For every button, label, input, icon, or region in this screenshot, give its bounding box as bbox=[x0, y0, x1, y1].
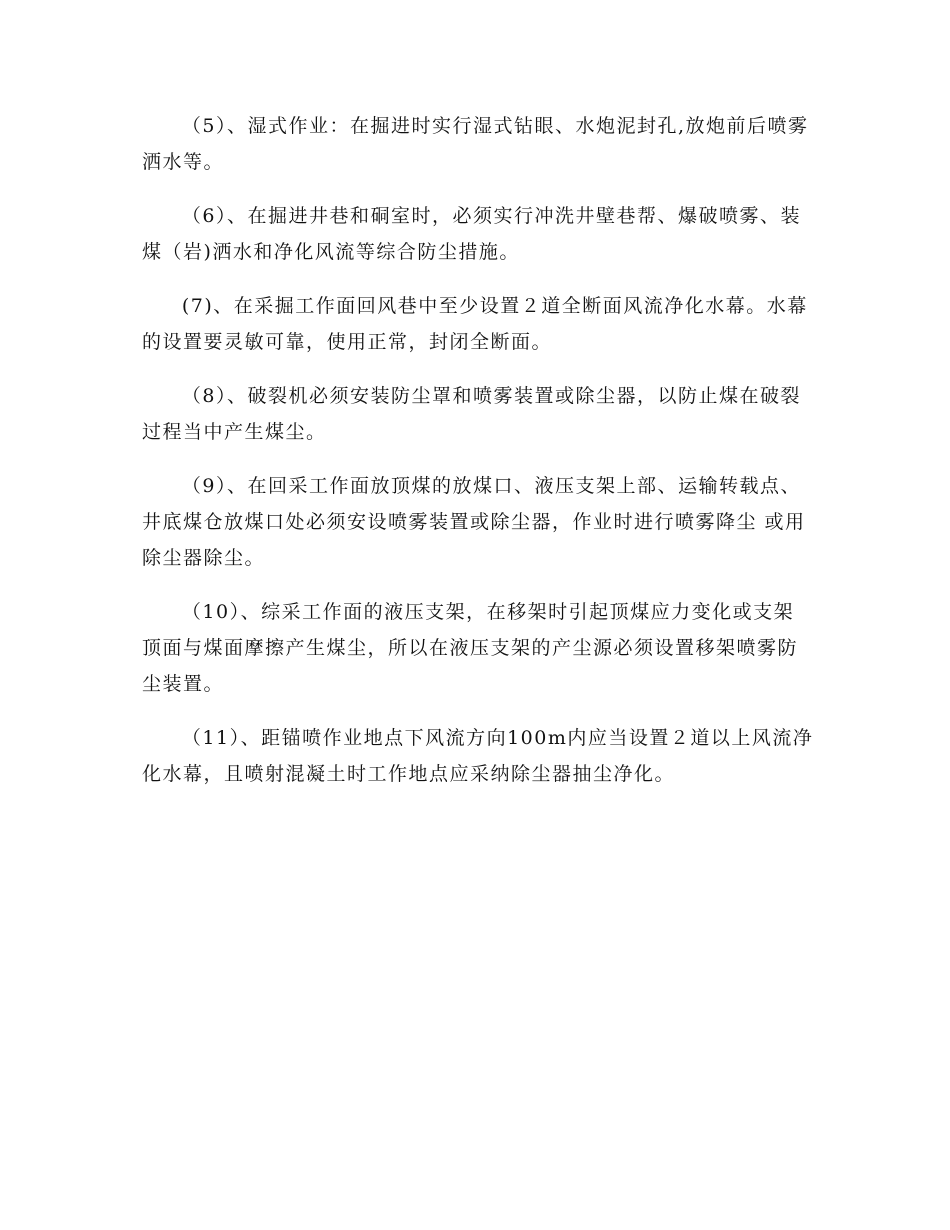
paragraph-7: (7)、在采掘工作面回风巷中至少设置２道全断面风流净化水幕。水幕的设置要灵敏可靠，使用正常，封闭全断面。 bbox=[142, 295, 808, 353]
paragraph-6: （6）、在掘进井巷和硐室时，必须实行冲洗井壁巷帮、爆破喷雾、装煤（岩)洒水和净化风流等综合防尘措施。 bbox=[142, 205, 801, 263]
paragraph-11: （11）、距锚喷作业地点下风流方向100m内应当设置２道以上风流净化水幕，且喷射混凝土时工作地点应采纳除尘器抽尘净化。 bbox=[142, 727, 814, 785]
document-body bbox=[142, 108, 814, 810]
paragraph-5: （5）、湿式作业：在掘进时实行湿式钻眼、水炮泥封孔,放炮前后喷雾洒水等。 bbox=[142, 115, 809, 173]
paragraph-8: （8）、破裂机必须安装防尘罩和喷雾装置或除尘器，以防止煤在破裂过程当中产生煤尘。 bbox=[142, 385, 801, 443]
paragraph-9: （9）、在回采工作面放顶煤的放煤口、液压支架上部、运输转载点、 井底煤仓放煤口处必须安设喷雾装置或除尘器，作业时进行喷雾降尘 或用除尘器除尘。 bbox=[142, 475, 806, 569]
paragraph-10: （10）、综采工作面的液压支架，在移架时引起顶煤应力变化或支架顶面与煤面摩擦产生煤尘，所以在液压支架的产尘源必须设置移架喷雾防尘装置。 bbox=[142, 601, 799, 695]
